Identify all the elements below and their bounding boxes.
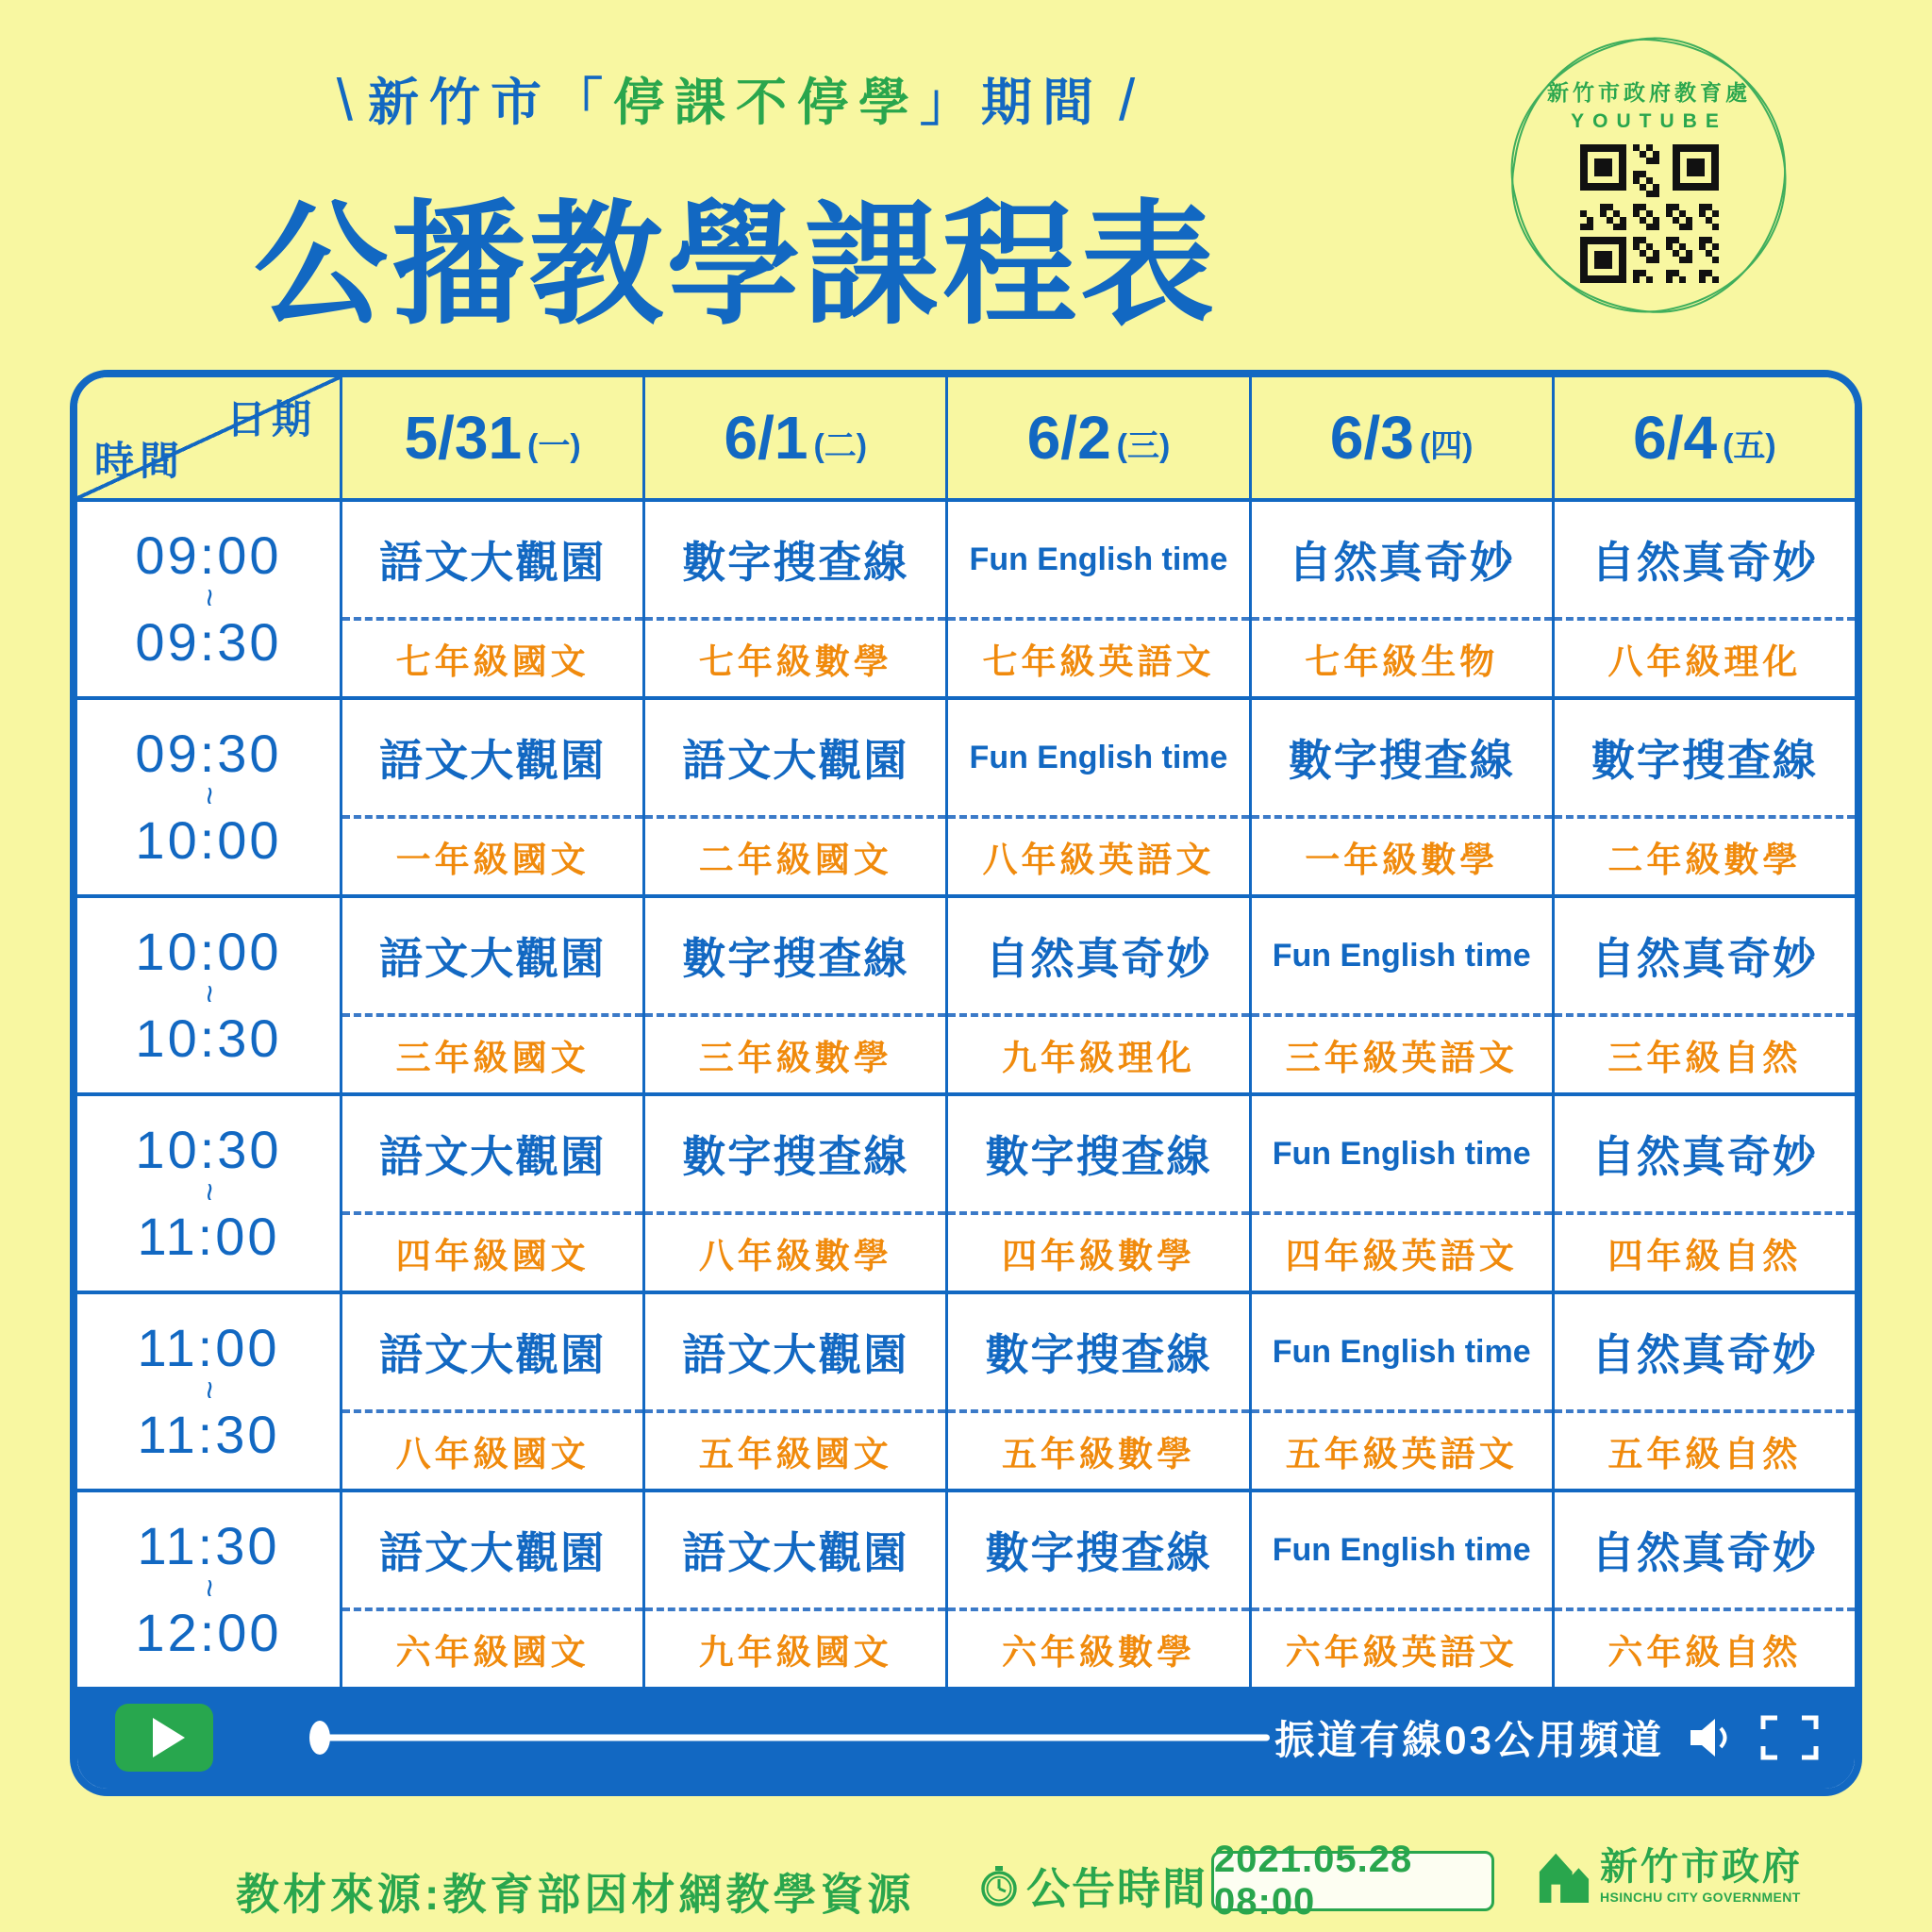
- date-value: 6/2: [1026, 404, 1111, 472]
- time-end: 09:30: [135, 612, 282, 672]
- schedule-cell: [945, 898, 1248, 1092]
- time-cell: [77, 1096, 340, 1291]
- page-title: 公播教學課程表: [254, 191, 1218, 341]
- program-name: 語文大觀園: [379, 1528, 607, 1577]
- schedule-cell: [642, 700, 945, 894]
- schedule-cell: [1552, 502, 1855, 696]
- schedule-cell: [1552, 700, 1855, 894]
- subject-grade: 四年級英語文: [1252, 1211, 1552, 1291]
- subject-grade: 五年級英語文: [1252, 1409, 1552, 1489]
- table-row: [77, 1092, 1855, 1291]
- weekday-label: (五): [1723, 427, 1776, 464]
- schedule-table: [70, 370, 1862, 1796]
- time-start: 09:30: [135, 723, 282, 783]
- subject-grade: 七年級英語文: [948, 617, 1248, 696]
- decorative-slash-right: /: [1119, 68, 1136, 133]
- subject-grade: 四年級國文: [342, 1211, 642, 1291]
- subject-grade: 五年級國文: [645, 1409, 945, 1489]
- schedule-cell: [642, 1492, 945, 1687]
- subject-grade: 七年級數學: [645, 617, 945, 696]
- program-name: 自然真奇妙: [1591, 1528, 1818, 1577]
- decorative-slash-left: \: [336, 68, 353, 133]
- tilde: ~: [190, 1380, 226, 1403]
- program-name: 數字搜查線: [682, 934, 909, 983]
- program-name: Fun English time: [1272, 1531, 1531, 1568]
- subject-grade: 六年級英語文: [1252, 1607, 1552, 1687]
- program-name: 語文大觀園: [682, 1528, 909, 1577]
- progress-bar[interactable]: [323, 1735, 1270, 1741]
- subject-grade: 二年級數學: [1555, 815, 1855, 894]
- schedule-cell: [340, 1492, 642, 1687]
- material-source-text: 教材來源:教育部因材網教學資源: [236, 1870, 915, 1919]
- program-name: 數字搜查線: [985, 1528, 1212, 1577]
- schedule-cell: [945, 700, 1248, 894]
- subject-grade: 二年級國文: [645, 815, 945, 894]
- program-name: 自然真奇妙: [1591, 934, 1818, 983]
- program-name: 語文大觀園: [379, 538, 607, 587]
- qr-org-label: 新竹市政府教育處: [1547, 80, 1751, 105]
- date-value: 6/1: [724, 404, 808, 472]
- volume-icon[interactable]: [1687, 1713, 1736, 1762]
- subject-grade: 六年級自然: [1555, 1607, 1855, 1687]
- date-header: [945, 377, 1248, 498]
- time-cell: [77, 700, 340, 894]
- tilde: ~: [190, 786, 226, 808]
- tilde: ~: [190, 984, 226, 1007]
- program-name: 數字搜查線: [1288, 736, 1515, 785]
- table-row: [77, 498, 1855, 696]
- schedule-cell: [1249, 502, 1552, 696]
- channel-label: 振道有線03公用頻道: [1274, 1718, 1664, 1762]
- program-name: Fun English time: [969, 541, 1228, 577]
- schedule-cell: [945, 1492, 1248, 1687]
- subject-grade: 三年級國文: [342, 1013, 642, 1092]
- weekday-label: (二): [813, 427, 868, 464]
- header: [0, 0, 1472, 350]
- schedule-cell: [340, 898, 642, 1092]
- subject-grade: 三年級英語文: [1252, 1013, 1552, 1092]
- time-start: 10:30: [135, 1119, 282, 1179]
- qr-code: [1580, 144, 1719, 283]
- schedule-body: [77, 498, 1855, 1687]
- tilde: ~: [190, 1578, 226, 1601]
- video-player-bar: [77, 1687, 1855, 1789]
- tilde: ~: [190, 588, 226, 610]
- time-axis-label: 時間: [94, 439, 186, 483]
- subject-grade: 六年級國文: [342, 1607, 642, 1687]
- program-name: Fun English time: [1272, 937, 1531, 974]
- program-name: Fun English time: [1272, 1333, 1531, 1370]
- table-row: [77, 696, 1855, 894]
- subject-grade: 四年級自然: [1555, 1211, 1855, 1291]
- time-end: 11:00: [137, 1207, 280, 1266]
- play-button[interactable]: [115, 1704, 213, 1772]
- time-start: 10:00: [135, 921, 282, 981]
- subject-grade: 三年級數學: [645, 1013, 945, 1092]
- schedule-cell: [945, 502, 1248, 696]
- subtitle-bracket-open: 「: [552, 75, 613, 131]
- program-name: 數字搜查線: [682, 538, 909, 587]
- table-header-row: [77, 377, 1855, 498]
- table-row: [77, 1489, 1855, 1687]
- qr-platform-label: YOUTUBE: [1571, 110, 1727, 132]
- clock-icon: [977, 1864, 1021, 1907]
- time-cell: [77, 1492, 340, 1687]
- subject-grade: 五年級數學: [948, 1409, 1248, 1489]
- time-end: 10:00: [135, 810, 282, 870]
- program-name: 自然真奇妙: [985, 934, 1212, 983]
- program-name: 自然真奇妙: [1591, 1132, 1818, 1181]
- subject-grade: 九年級理化: [948, 1013, 1248, 1092]
- weekday-label: (四): [1419, 427, 1474, 464]
- schedule-cell: [1249, 700, 1552, 894]
- schedule-cell: [1249, 1492, 1552, 1687]
- date-header: [340, 377, 642, 498]
- subject-grade: 八年級數學: [645, 1211, 945, 1291]
- subject-grade: 三年級自然: [1555, 1013, 1855, 1092]
- program-name: 自然真奇妙: [1591, 538, 1818, 587]
- qr-finder-icon: [1580, 144, 1626, 191]
- time-cell: [77, 898, 340, 1092]
- program-name: 數字搜查線: [985, 1330, 1212, 1379]
- program-name: 語文大觀園: [379, 934, 607, 983]
- schedule-cell: [642, 898, 945, 1092]
- subject-grade: 一年級數學: [1252, 815, 1552, 894]
- schedule-cell: [1552, 1294, 1855, 1489]
- schedule-cell: [1249, 1294, 1552, 1489]
- weekday-label: (三): [1116, 427, 1171, 464]
- program-name: 語文大觀園: [682, 736, 909, 785]
- program-name: 自然真奇妙: [1288, 538, 1515, 587]
- date-value: 6/3: [1329, 404, 1414, 472]
- program-name: Fun English time: [1272, 1135, 1531, 1172]
- time-cell: [77, 1294, 340, 1489]
- time-start: 09:00: [135, 525, 282, 585]
- schedule-cell: [340, 700, 642, 894]
- subject-grade: 五年級自然: [1555, 1409, 1855, 1489]
- schedule-cell: [1552, 898, 1855, 1092]
- program-name: Fun English time: [969, 739, 1228, 775]
- tilde: ~: [190, 1182, 226, 1205]
- time-end: 12:00: [135, 1603, 282, 1662]
- schedule-cell: [1249, 1096, 1552, 1291]
- house-logo-icon: [1536, 1845, 1591, 1906]
- corner-cell: [77, 377, 340, 498]
- government-name-en: HSINCHU CITY GOVERNMENT: [1600, 1890, 1801, 1905]
- government-name: 新竹市政府: [1600, 1846, 1803, 1888]
- table-row: [77, 894, 1855, 1092]
- announce-label: 公告時間: [1026, 1864, 1208, 1913]
- subject-grade: 八年級英語文: [948, 815, 1248, 894]
- date-axis-label: 日期: [225, 397, 317, 441]
- qr-finder-icon: [1580, 237, 1626, 283]
- subtitle-city: 新竹市: [368, 75, 552, 131]
- subject-grade: 一年級國文: [342, 815, 642, 894]
- schedule-cell: [945, 1294, 1248, 1489]
- announce-time-group: [977, 1855, 1208, 1917]
- table-row: [77, 1291, 1855, 1489]
- play-icon: [153, 1718, 185, 1757]
- schedule-cell: [340, 502, 642, 696]
- subtitle-period: 期間: [981, 75, 1104, 131]
- time-end: 11:30: [137, 1405, 280, 1464]
- subject-grade: 七年級國文: [342, 617, 642, 696]
- subject-grade: 六年級數學: [948, 1607, 1248, 1687]
- subtitle-highlight: 停課不停學: [613, 75, 920, 131]
- qr-badge: [1507, 34, 1790, 317]
- subject-grade: 四年級數學: [948, 1211, 1248, 1291]
- program-name: 數字搜查線: [682, 1132, 909, 1181]
- program-name: 數字搜查線: [985, 1132, 1212, 1181]
- schedule-cell: [1552, 1096, 1855, 1291]
- time-end: 10:30: [135, 1008, 282, 1068]
- date-header: [642, 377, 945, 498]
- schedule-cell: [642, 1096, 945, 1291]
- schedule-cell: [1552, 1492, 1855, 1687]
- program-name: 語文大觀園: [682, 1330, 909, 1379]
- program-name: 語文大觀園: [379, 1132, 607, 1181]
- date-header: [1552, 377, 1855, 498]
- time-cell: [77, 502, 340, 696]
- subject-grade: 八年級理化: [1555, 617, 1855, 696]
- time-start: 11:30: [137, 1515, 280, 1575]
- qr-finder-icon: [1673, 144, 1719, 191]
- schedule-cell: [340, 1294, 642, 1489]
- program-name: 語文大觀園: [379, 736, 607, 785]
- schedule-cell: [945, 1096, 1248, 1291]
- subtitle: [0, 62, 1472, 135]
- schedule-cell: [340, 1096, 642, 1291]
- time-start: 11:00: [137, 1317, 280, 1377]
- subject-grade: 八年級國文: [342, 1409, 642, 1489]
- government-logo: [1536, 1845, 1803, 1906]
- program-name: 自然真奇妙: [1591, 1330, 1818, 1379]
- program-name: 語文大觀園: [379, 1330, 607, 1379]
- date-value: 6/4: [1633, 404, 1718, 472]
- subject-grade: 九年級國文: [645, 1607, 945, 1687]
- schedule-cell: [642, 502, 945, 696]
- date-value: 5/31: [404, 404, 523, 472]
- subject-grade: 七年級生物: [1252, 617, 1552, 696]
- schedule-cell: [642, 1294, 945, 1489]
- announce-time-value: 2021.05.28 08:00: [1211, 1851, 1494, 1911]
- subtitle-bracket-close: 」: [920, 75, 981, 131]
- fullscreen-icon[interactable]: [1758, 1713, 1821, 1762]
- program-name: 數字搜查線: [1591, 736, 1818, 785]
- schedule-cell: [1249, 898, 1552, 1092]
- weekday-label: (一): [527, 427, 581, 464]
- date-header: [1249, 377, 1552, 498]
